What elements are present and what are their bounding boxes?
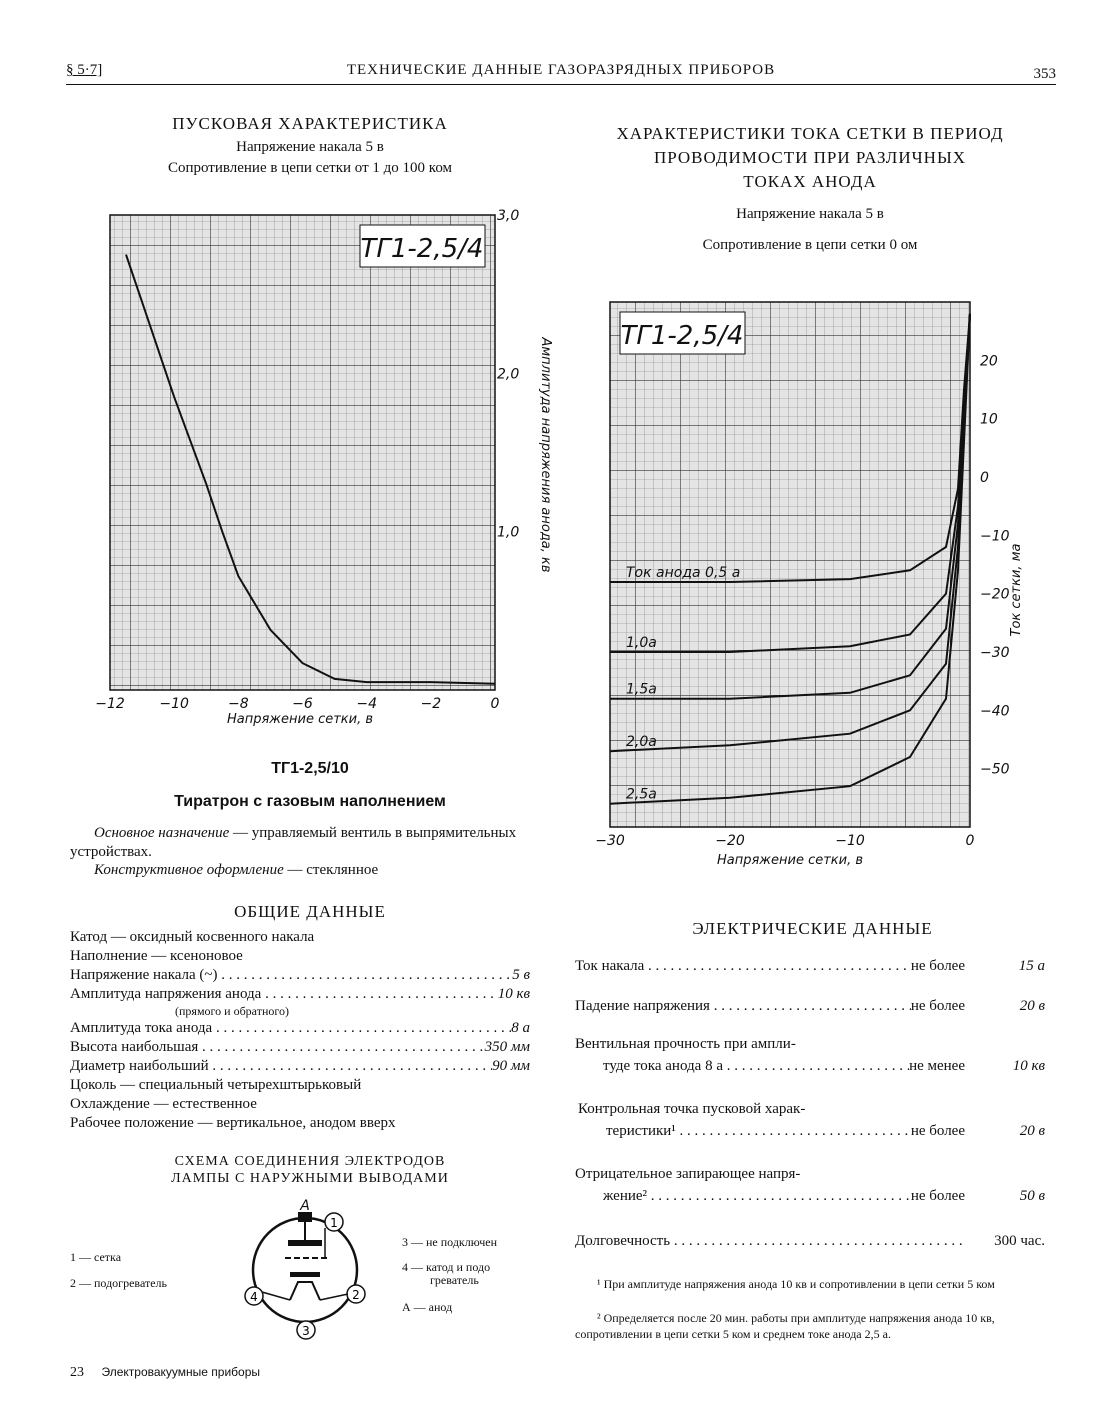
electric-row-control-point: Контрольная точка пусковой харак- теристики¹ . . . не более 20 в xyxy=(578,1098,1045,1142)
right-chart-series-label: 2,5а xyxy=(626,786,657,803)
right-chart-x-tick: −30 xyxy=(595,833,625,849)
schema-title-2: ЛАМПЫ С НАРУЖНЫМИ ВЫВОДАМИ xyxy=(171,1171,449,1186)
tube-desc: Тиратрон с газовым наполнением xyxy=(174,793,446,810)
right-chart-x-tick: −20 xyxy=(715,833,745,849)
left-chart-x-tick: −10 xyxy=(159,696,189,712)
right-chart-ylabel: Ток сетки, ма xyxy=(1009,543,1024,637)
left-chart-sub1: Напряжение накала 5 в xyxy=(236,139,384,155)
right-chart-y-tick: 0 xyxy=(980,470,989,486)
right-chart-x-tick: −10 xyxy=(835,833,865,849)
electric-row-valve-strength: Вентильная прочность при ампли- туде тока анода 8 а . . . не менее 10 кв xyxy=(575,1033,1045,1077)
left-chart-sub2: Сопротивление в цепи сетки от 1 до 100 ком xyxy=(167,160,453,176)
right-chart-series-label: Ток анода 0,5 а xyxy=(626,565,741,581)
design-value: — стеклянное xyxy=(283,862,379,878)
left-chart-x-tick: 0 xyxy=(490,696,500,712)
right-chart-sub2: Сопротивление в цепи сетки 0 ом xyxy=(702,237,918,253)
pin-4-legend: 4 — катод и подо xyxy=(402,1260,491,1274)
right-chart-x-tick: 0 xyxy=(965,833,975,849)
left-chart xyxy=(90,205,560,735)
left-chart-x-tick: −8 xyxy=(228,696,249,712)
electric-row-blocking-voltage: Отрицательное запирающее напря- жение² . . . не более 50 в xyxy=(575,1163,1045,1207)
left-chart-y-tick: 1,0 xyxy=(497,524,520,541)
purpose-value: — управляемый вентиль в выпрямительных устройствах. xyxy=(70,825,517,860)
tube-base-diagram xyxy=(230,1198,380,1343)
left-chart-x-tick: −6 xyxy=(292,696,313,712)
pin-2-label: 2 xyxy=(352,1288,360,1302)
page-header xyxy=(66,62,1056,85)
schema-title-1: СХЕМА СОЕДИНЕНИЯ ЭЛЕКТРОДОВ xyxy=(174,1154,446,1169)
tube-design xyxy=(94,861,554,880)
electric-row-filament-current: Ток накала . . . не более 15 а xyxy=(575,955,1045,977)
right-chart-y-tick: 10 xyxy=(980,411,998,428)
running-title: ТЕХНИЧЕСКИЕ ДАННЫЕ ГАЗОРАЗРЯДНЫХ ПРИБОРОВ xyxy=(346,62,776,78)
schema-title xyxy=(100,1153,520,1187)
pin-4-legend-cont: греватель xyxy=(430,1273,479,1287)
general-note: (прямого и обратного) xyxy=(175,1004,289,1018)
electric-row-lifetime: Долговечность . . . 300 час. xyxy=(575,1230,1045,1252)
section-number: § 5·7] xyxy=(66,62,103,78)
left-chart-x-tick: −12 xyxy=(95,696,125,712)
pin-1-legend: 1 — сетка xyxy=(70,1250,122,1264)
design-key: Конструктивное оформление xyxy=(94,862,284,878)
pin-a-legend: А — анод xyxy=(402,1300,453,1314)
general-data xyxy=(70,928,530,1133)
right-chart-series-label: 2,0а xyxy=(626,734,657,751)
footer-text: Электровакуумные приборы xyxy=(101,1365,261,1379)
left-chart-y-tick: 3,0 xyxy=(497,208,520,224)
general-row: Высота наибольшая . . . 350 мм xyxy=(70,1038,530,1057)
left-chart-label: ТГ1-2,5/4 xyxy=(360,234,484,264)
pin-1-label: 1 xyxy=(330,1216,338,1230)
page-number: 353 xyxy=(1033,66,1056,82)
tube-name: ТГ1-2,5/10 xyxy=(271,760,349,777)
right-chart-title xyxy=(580,122,1040,194)
electric-row-voltage-drop: Падение напряжения . . . не более 20 в xyxy=(575,995,1045,1017)
footer-number: 23 xyxy=(70,1365,84,1380)
general-title: ОБЩИЕ ДАННЫЕ xyxy=(234,902,386,921)
general-line-cooling: Охлаждение — естественное xyxy=(70,1096,257,1112)
general-row: Амплитуда напряжения анода . . . 10 кв xyxy=(70,985,530,1004)
right-chart-label: ТГ1-2,5/4 xyxy=(620,321,744,351)
general-line-base: Цоколь — специальный четырехштырьковый xyxy=(70,1077,362,1093)
left-chart-xlabel: Напряжение сетки, в xyxy=(226,712,374,727)
purpose-key: Основное назначение xyxy=(94,825,230,841)
right-chart-sub1: Напряжение накала 5 в xyxy=(736,206,884,222)
right-chart-y-tick: −20 xyxy=(980,586,1010,603)
right-title-line-3: ТОКАХ АНОДА xyxy=(743,172,877,191)
left-chart-x-tick: −2 xyxy=(420,696,442,712)
left-chart-x-tick: −4 xyxy=(356,696,377,712)
tube-purpose xyxy=(70,824,550,862)
electric-title: ЭЛЕКТРИЧЕСКИЕ ДАННЫЕ xyxy=(692,919,933,938)
general-line-position: Рабочее положение — вертикальное, анодом вверх xyxy=(70,1115,396,1131)
right-chart-series-label: 1,0а xyxy=(626,635,657,651)
right-chart-y-tick: 20 xyxy=(980,353,998,370)
pin-a-label: А xyxy=(300,1198,310,1214)
general-line-filling: Наполнение — ксеноновое xyxy=(70,948,243,964)
left-chart-ylabel: Амплитуда напряжения анода, кв xyxy=(538,337,553,573)
footnote-2: ² Определяется после 20 мин. работы при амплитуде напряжения анода 10 кв, сопротивлении в цепи сетки 5 ком и среднем токе анода 2,5 а. xyxy=(575,1311,995,1341)
pin-2-legend: 2 — подогреватель xyxy=(70,1276,167,1290)
pin-3-legend: 3 — не подключен xyxy=(402,1235,498,1249)
right-chart-xlabel: Напряжение сетки, в xyxy=(716,853,864,868)
general-row: Диаметр наибольший . . . 90 мм xyxy=(70,1057,530,1076)
general-row: Напряжение накала (~) . . . 5 в xyxy=(70,966,530,985)
right-chart-y-tick: −30 xyxy=(980,645,1010,661)
footnote-1: ¹ При амплитуде напряжения анода 10 кв и сопротивлении в цепи сетки 5 ком xyxy=(597,1277,995,1291)
pin-4-label: 4 xyxy=(250,1290,258,1304)
right-title-line-1: ХАРАКТЕРИСТИКИ ТОКА СЕТКИ В ПЕРИОД xyxy=(616,124,1004,143)
general-line-cathode: Катод — оксидный косвенного накала xyxy=(70,929,315,945)
pin-3-label: 3 xyxy=(302,1324,310,1338)
right-title-line-2: ПРОВОДИМОСТИ ПРИ РАЗЛИЧНЫХ xyxy=(653,148,967,167)
right-chart-y-tick: −40 xyxy=(980,703,1010,720)
right-chart-y-tick: −10 xyxy=(980,528,1010,545)
left-chart-y-tick: 2,0 xyxy=(497,366,520,383)
left-chart-title: ПУСКОВАЯ ХАРАКТЕРИСТИКА xyxy=(172,114,448,133)
right-chart xyxy=(590,290,1060,880)
right-chart-series-label: 1,5а xyxy=(626,681,657,698)
right-chart-y-tick: −50 xyxy=(980,761,1010,778)
general-row: Амплитуда тока анода . . . 8 а xyxy=(70,1019,530,1038)
page-footer xyxy=(70,1365,260,1381)
